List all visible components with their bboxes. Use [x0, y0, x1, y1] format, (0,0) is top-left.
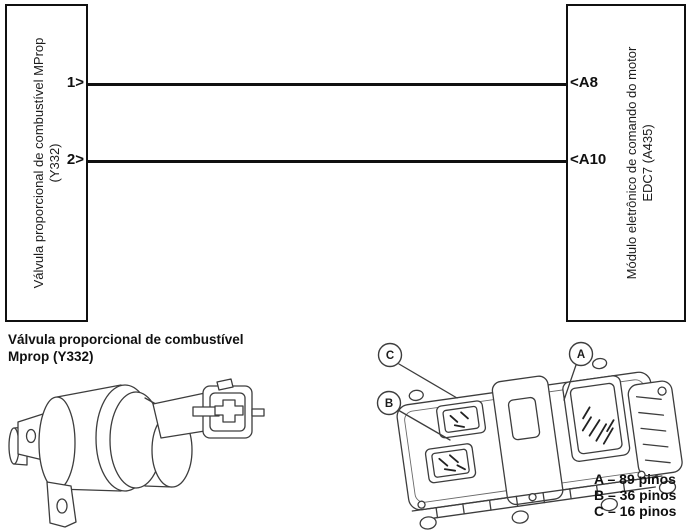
valve-body-end — [39, 397, 75, 489]
callout-c-letter: C — [385, 350, 395, 362]
valve-box-label-line2: (Y332) — [46, 143, 62, 183]
valve-figure-caption — [8, 331, 244, 365]
ecu-box-label-line2: EDC7 (A435) — [640, 124, 655, 202]
pin-label-1: 1> — [66, 74, 84, 91]
ecu-box-label-line1: Módulo eletrônico de comando do motor — [624, 46, 639, 280]
valve-caption-line2: Mprop (Y332) — [8, 349, 94, 364]
ecu-connector-a — [562, 375, 631, 462]
valve-lower-tab-hole — [57, 499, 67, 513]
callout-b-letter: B — [384, 398, 394, 410]
ecu-box-label — [624, 47, 656, 280]
pin-label-a8: <A8 — [570, 74, 598, 91]
connector-pin-legend — [594, 471, 676, 519]
callout-c-leader — [399, 364, 457, 398]
valve-box-label-line1: Válvula proporcional de combustível MProp — [30, 37, 46, 289]
legend-item-b: B – 36 pinos — [594, 487, 677, 503]
legend-item-c: C – 16 pinos — [594, 503, 677, 519]
wire-1 — [88, 83, 566, 86]
valve-illustration — [5, 376, 277, 528]
valve-caption-line1: Válvula proporcional de combustível — [8, 332, 244, 347]
valve-upper-tab-hole — [27, 430, 36, 443]
pin-label-2: 2> — [66, 151, 84, 168]
pin-label-a10: <A10 — [570, 151, 607, 168]
callout-a-letter: A — [576, 349, 586, 361]
legend-item-a: A – 89 pinos — [594, 471, 676, 487]
wire-2 — [88, 160, 566, 163]
